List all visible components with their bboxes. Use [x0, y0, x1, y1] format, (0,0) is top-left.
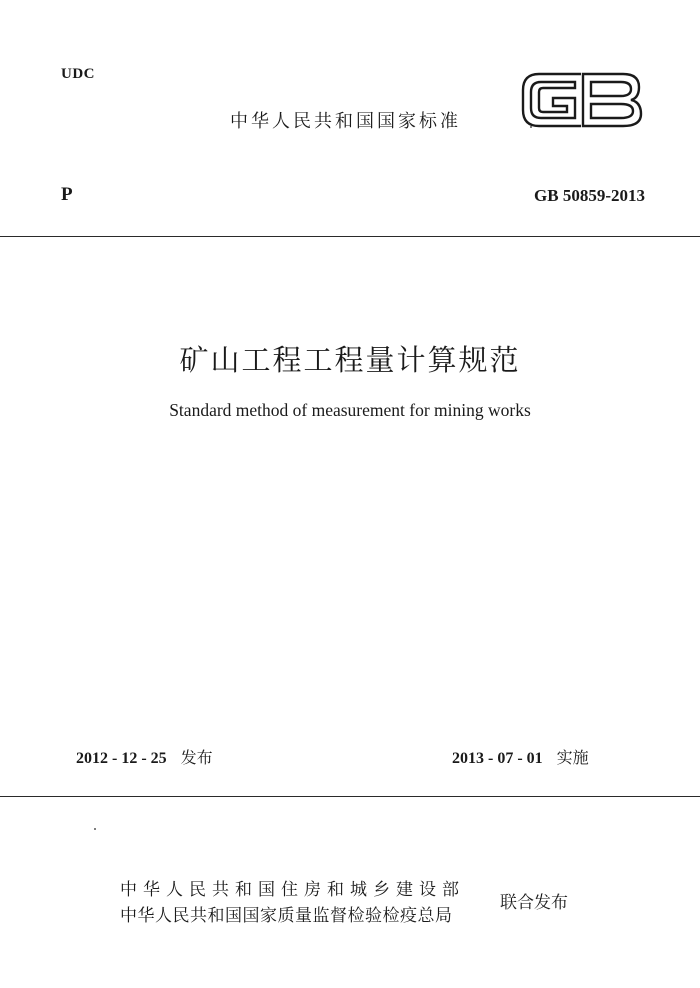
issue-action: 发布: [180, 748, 213, 767]
bottom-divider: [0, 796, 700, 797]
national-standard-heading: 中华人民共和国国家标准: [230, 111, 461, 132]
top-divider: [0, 236, 700, 237]
implementation-action: 实施: [556, 748, 589, 767]
print-speck: [530, 126, 532, 128]
category-code: P: [61, 184, 73, 205]
issue-date-block: [76, 745, 213, 768]
udc-label: UDC: [61, 66, 95, 82]
issuer-ministry-housing: 中华人民共和国住房和城乡建设部: [120, 880, 465, 900]
standard-number: GB 50859-2013: [534, 186, 645, 205]
gb-logo-icon: [517, 68, 645, 132]
title-chinese: 矿山工程工程量计算规范: [179, 343, 521, 377]
title-english: Standard method of measurement for mining works: [169, 400, 531, 420]
issuer-aqsiq: 中华人民共和国国家质量监督检验检疫总局: [120, 906, 453, 926]
implementation-date-block: [452, 745, 589, 768]
print-speck: [94, 828, 96, 830]
joint-issue-label: 联合发布: [500, 893, 568, 913]
issue-date: 2012 - 12 - 25: [76, 750, 167, 767]
implementation-date: 2013 - 07 - 01: [452, 750, 543, 767]
